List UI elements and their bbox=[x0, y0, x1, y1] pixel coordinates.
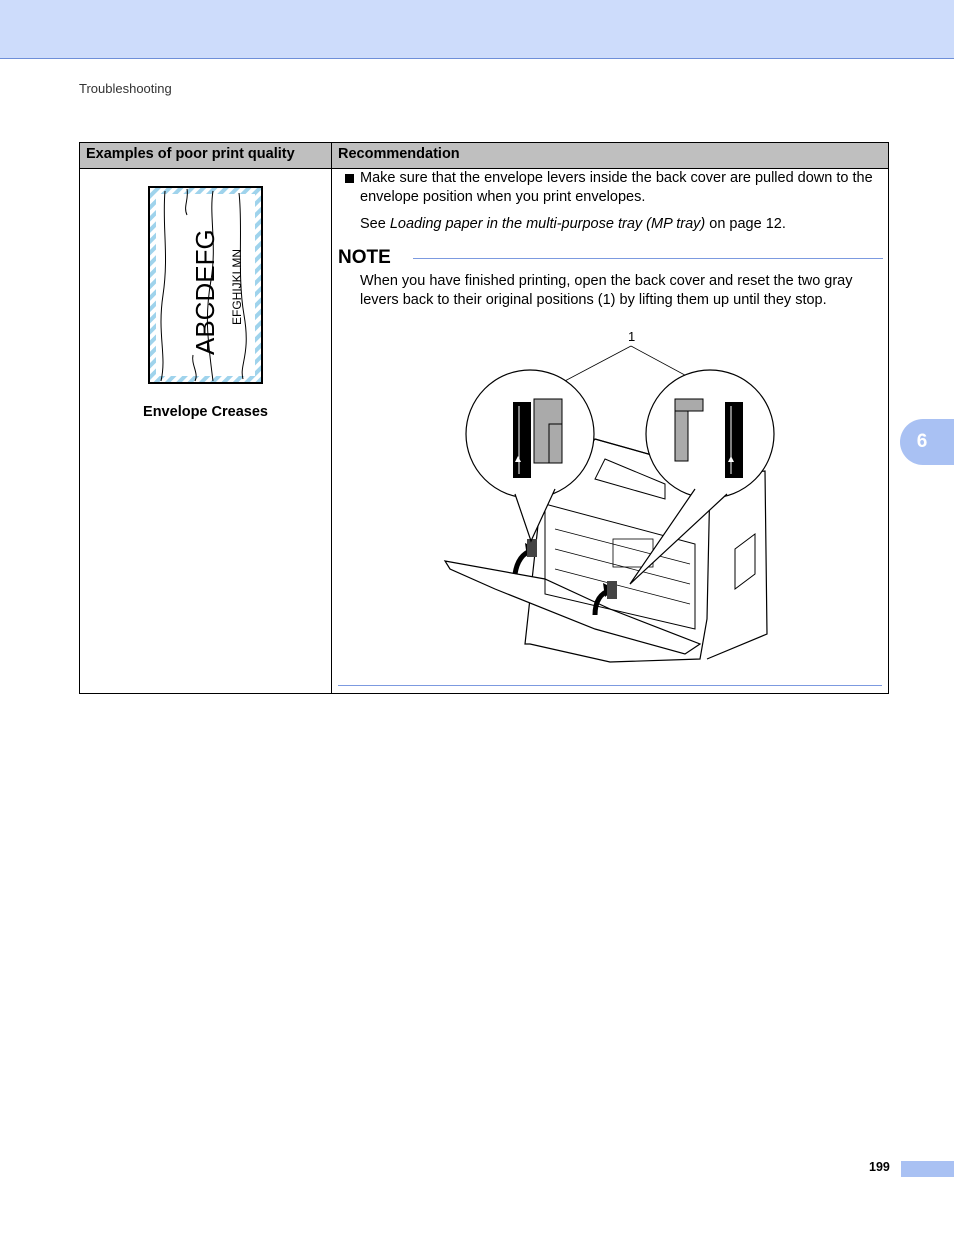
bullet-item bbox=[345, 169, 880, 207]
note-title: NOTE bbox=[338, 247, 391, 268]
note-header bbox=[338, 247, 884, 271]
printer-lever-illustration bbox=[435, 329, 775, 664]
print-quality-table bbox=[79, 142, 889, 694]
note-text: When you have finished printing, open the back cover and reset the two gray levers back to their original positions (1) by lifting them up until they stop. bbox=[360, 273, 853, 308]
see-reference bbox=[345, 215, 880, 234]
note-bottom-rule bbox=[338, 685, 882, 686]
bullet-square-icon bbox=[345, 174, 354, 183]
top-band bbox=[0, 0, 954, 59]
bullet-text: Make sure that the envelope levers inside the back cover are pulled down to the envelope position when you print envelopes. bbox=[360, 170, 873, 205]
envelope-large-text: ABCDEFG bbox=[190, 229, 220, 355]
column-separator bbox=[331, 143, 332, 693]
envelope-creases-illustration bbox=[147, 185, 265, 387]
envelope-small-text: EFGHIJKLMN bbox=[230, 248, 244, 325]
example-caption: Envelope Creases bbox=[143, 404, 268, 420]
column-header-recommendation: Recommendation bbox=[338, 146, 460, 162]
page-number: 199 bbox=[869, 1160, 890, 1174]
running-head: Troubleshooting bbox=[79, 81, 172, 96]
see-suffix: on page 12. bbox=[705, 216, 786, 232]
chapter-tab: 6 bbox=[900, 419, 954, 465]
reference-link[interactable]: Loading paper in the multi-purpose tray (MP tray) bbox=[389, 216, 706, 232]
table-header-row bbox=[80, 143, 888, 169]
see-prefix: See bbox=[360, 216, 390, 232]
note-divider bbox=[413, 258, 883, 259]
callout-label: 1 bbox=[628, 329, 636, 344]
recommendation-text bbox=[345, 169, 880, 234]
column-header-examples: Examples of poor print quality bbox=[86, 146, 295, 162]
page-tab bbox=[901, 1161, 954, 1177]
